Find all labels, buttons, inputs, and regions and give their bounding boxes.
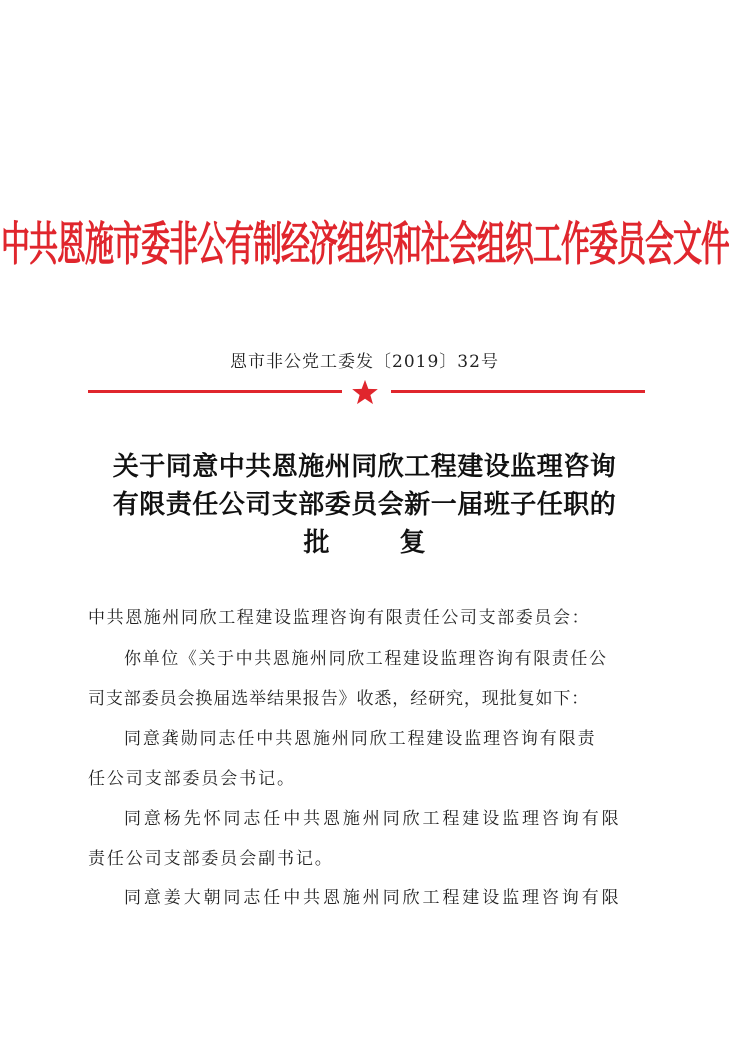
red-header-title: 中共恩施市委非公有制经济组织和社会组织工作委员会文件 [1, 216, 729, 271]
addressee: 中共恩施州同欣工程建设监理咨询有限责任公司支部委员会： [88, 608, 591, 628]
paragraph-1-line-2: 司支部委员会换届选举结果报告》收悉，经研究，现批复如下： [88, 689, 590, 709]
title-line-3 [0, 522, 729, 559]
title-line-1: 关于同意中共恩施州同欣工程建设监理咨询 [112, 452, 617, 482]
paragraph-3-line-2: 责任公司支部委员会副书记。 [88, 849, 334, 869]
paragraph-2-line-1: 同意龚勋同志任中共恩施州同欣工程建设监理咨询有限责 [124, 729, 597, 749]
title-word-pi: 批 [303, 528, 330, 558]
divider-line-right [391, 390, 645, 393]
paragraph-2-line-2: 任公司支部委员会书记。 [88, 769, 296, 789]
document-number: 恩市非公党工委发〔2019〕32号 [230, 352, 499, 372]
title-line-2: 有限责任公司支部委员会新一届班子任职的 [112, 490, 617, 520]
divider-line-left [88, 390, 342, 393]
red-divider [88, 379, 645, 405]
paragraph-1-line-1: 你单位《关于中共恩施州同欣工程建设监理咨询有限责任公 [124, 649, 608, 669]
paragraph-4-line-1: 同意姜大朝同志任中共恩施州同欣工程建设监理咨询有限 [124, 888, 622, 908]
paragraph-3-line-1: 同意杨先怀同志任中共恩施州同欣工程建设监理咨询有限 [124, 809, 622, 829]
star-icon [350, 379, 380, 405]
title-word-fu: 复 [399, 528, 426, 558]
